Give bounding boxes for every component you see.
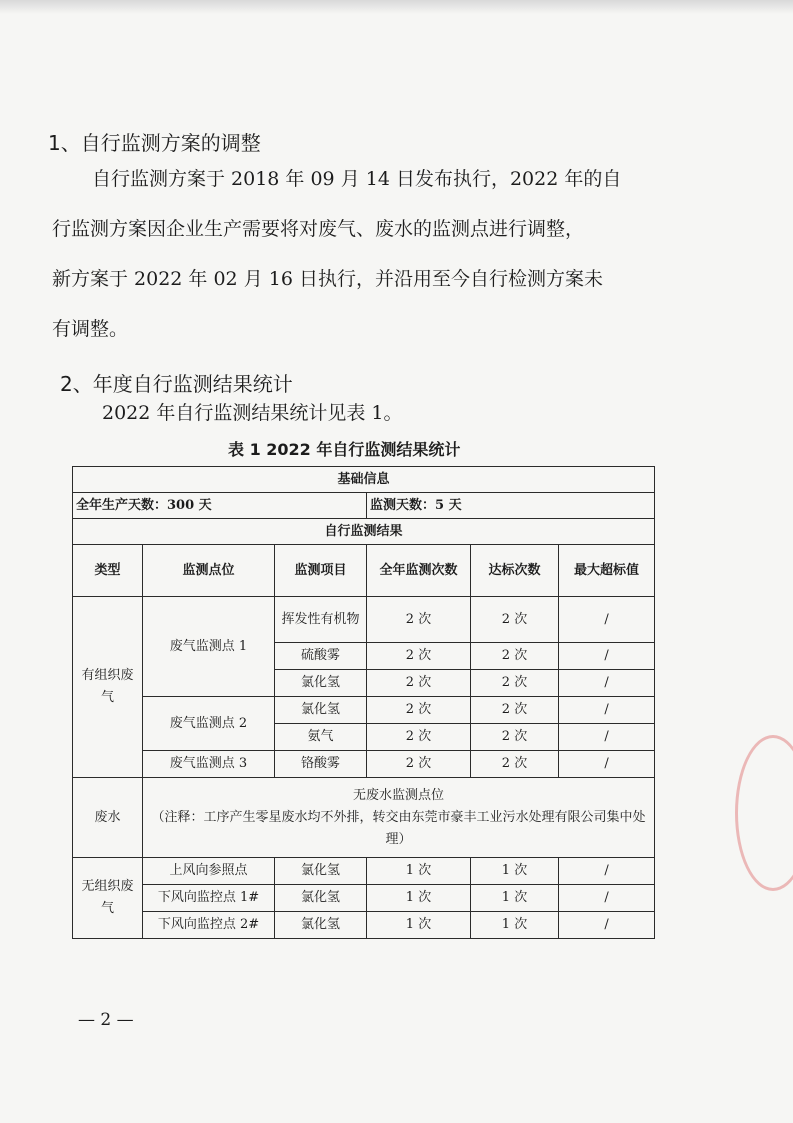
page-number: — 2 — bbox=[78, 1010, 134, 1030]
basic-info-header: 基础信息 bbox=[73, 467, 655, 493]
table-row bbox=[73, 467, 655, 493]
production-days: 全年生产天数：300 天 bbox=[73, 493, 367, 519]
table-row bbox=[73, 597, 655, 643]
max-cell: / bbox=[559, 670, 655, 697]
paragraph-line: 新方案于 2022 年 02 月 16 日执行，并沿用至今自行检测方案未 bbox=[52, 268, 603, 290]
table-row bbox=[73, 885, 655, 912]
paragraph-line: 自行监测方案于 2018 年 09 月 14 日发布执行，2022 年的自 bbox=[92, 168, 622, 190]
wastewater-note bbox=[143, 778, 655, 858]
max-cell: / bbox=[559, 885, 655, 912]
paragraph-line: 行监测方案因企业生产需要将对废气、废水的监测点进行调整， bbox=[52, 218, 585, 240]
count-cell: 2 次 bbox=[367, 724, 471, 751]
pass-cell: 1 次 bbox=[471, 912, 559, 939]
count-cell: 2 次 bbox=[367, 670, 471, 697]
pass-cell: 1 次 bbox=[471, 858, 559, 885]
table-caption: 表 1 2022 年自行监测结果统计 bbox=[228, 440, 461, 459]
max-cell: / bbox=[559, 858, 655, 885]
max-cell: / bbox=[559, 697, 655, 724]
item-cell: 氯化氢 bbox=[275, 697, 367, 724]
item-cell: 硫酸雾 bbox=[275, 643, 367, 670]
pass-cell: 2 次 bbox=[471, 751, 559, 778]
point-cell: 废气监测点 1 bbox=[143, 597, 275, 697]
results-header: 自行监测结果 bbox=[73, 519, 655, 545]
pass-cell: 2 次 bbox=[471, 643, 559, 670]
col-header-point: 监测点位 bbox=[143, 545, 275, 597]
count-cell: 1 次 bbox=[367, 912, 471, 939]
section2-intro: 2022 年自行监测结果统计见表 1。 bbox=[102, 402, 403, 424]
type-organized: 有组织废气 bbox=[73, 597, 143, 778]
max-cell: / bbox=[559, 724, 655, 751]
seal-stamp bbox=[735, 735, 793, 891]
table-row bbox=[73, 493, 655, 519]
paragraph-line: 有调整。 bbox=[52, 318, 129, 340]
max-cell: / bbox=[559, 597, 655, 643]
section2-title: 2、年度自行监测结果统计 bbox=[60, 372, 293, 396]
col-header-pass: 达标次数 bbox=[471, 545, 559, 597]
table-row bbox=[73, 912, 655, 939]
point-cell: 废气监测点 2 bbox=[143, 697, 275, 751]
column-header-row bbox=[73, 545, 655, 597]
count-cell: 2 次 bbox=[367, 697, 471, 724]
max-cell: / bbox=[559, 751, 655, 778]
col-header-type: 类型 bbox=[73, 545, 143, 597]
item-cell: 氯化氢 bbox=[275, 885, 367, 912]
max-cell: / bbox=[559, 643, 655, 670]
item-cell: 氯化氢 bbox=[275, 912, 367, 939]
section1-paragraph bbox=[52, 154, 672, 354]
results-table bbox=[72, 466, 655, 939]
table-row bbox=[73, 519, 655, 545]
table-row bbox=[73, 697, 655, 724]
monitor-days: 监测天数：5 天 bbox=[367, 493, 655, 519]
table-row bbox=[73, 778, 655, 858]
count-cell: 1 次 bbox=[367, 885, 471, 912]
section1-title: 1、自行监测方案的调整 bbox=[48, 131, 261, 155]
point-cell: 废气监测点 3 bbox=[143, 751, 275, 778]
wastewater-note-text: （注释：工序产生零星废水均不外排，转交由东莞市豪丰工业污水处理有限公司集中处理） bbox=[151, 809, 646, 847]
col-header-count: 全年监测次数 bbox=[367, 545, 471, 597]
max-cell: / bbox=[559, 912, 655, 939]
point-cell: 下风向监控点 1# bbox=[143, 885, 275, 912]
point-cell: 下风向监控点 2# bbox=[143, 912, 275, 939]
item-cell: 挥发性有机物 bbox=[275, 597, 367, 643]
pass-cell: 2 次 bbox=[471, 670, 559, 697]
scan-edge bbox=[0, 0, 793, 14]
count-cell: 2 次 bbox=[367, 643, 471, 670]
type-unorganized: 无组织废气 bbox=[73, 858, 143, 939]
table-row bbox=[73, 858, 655, 885]
count-cell: 2 次 bbox=[367, 751, 471, 778]
pass-cell: 2 次 bbox=[471, 597, 559, 643]
count-cell: 1 次 bbox=[367, 858, 471, 885]
count-cell: 2 次 bbox=[367, 597, 471, 643]
pass-cell: 1 次 bbox=[471, 885, 559, 912]
item-cell: 氯化氢 bbox=[275, 858, 367, 885]
item-cell: 氨气 bbox=[275, 724, 367, 751]
item-cell: 铬酸雾 bbox=[275, 751, 367, 778]
wastewater-line: 无废水监测点位 bbox=[353, 787, 445, 803]
item-cell: 氯化氢 bbox=[275, 670, 367, 697]
col-header-item: 监测项目 bbox=[275, 545, 367, 597]
table-row bbox=[73, 751, 655, 778]
pass-cell: 2 次 bbox=[471, 724, 559, 751]
type-wastewater: 废水 bbox=[73, 778, 143, 858]
point-cell: 上风向参照点 bbox=[143, 858, 275, 885]
col-header-max: 最大超标值 bbox=[559, 545, 655, 597]
pass-cell: 2 次 bbox=[471, 697, 559, 724]
